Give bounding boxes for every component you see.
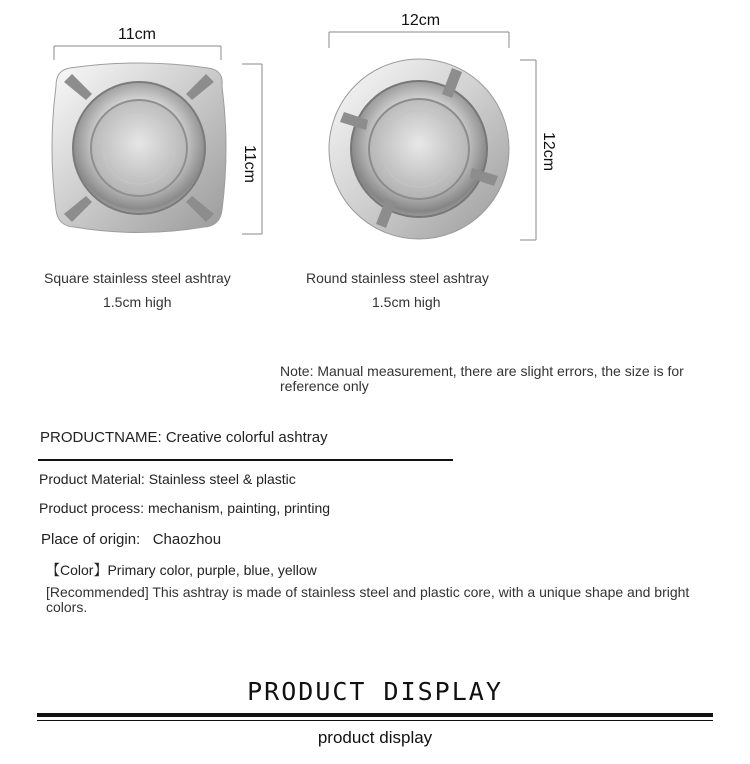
round-caption: Round stainless steel ashtray: [306, 270, 489, 286]
square-height-label: 11cm: [241, 145, 258, 183]
round-height-bracket: [516, 56, 540, 244]
product-colors: 【Color】Primary color, purple, blue, yellow: [46, 562, 317, 578]
specs-divider: [38, 459, 453, 461]
round-width-label: 12cm: [401, 12, 441, 29]
place-of-origin: Place of origin: Chaozhou: [41, 531, 222, 548]
round-ashtray-image: [326, 56, 512, 242]
round-width-bracket: [325, 28, 513, 50]
square-caption: Square stainless steel ashtray: [44, 270, 231, 286]
square-width-bracket: [50, 42, 225, 62]
product-display-title: PRODUCT DISPLAY: [247, 677, 503, 706]
product-name: PRODUCTNAME: Creative colorful ashtray: [40, 429, 328, 446]
product-process: Product process: mechanism, painting, printing: [39, 500, 331, 516]
product-material: Product Material: Stainless steel & plastic: [39, 471, 296, 487]
square-ashtray-image: [50, 60, 228, 235]
display-divider-thin: [37, 720, 713, 721]
measurement-note: Note: Manual measurement, there are slight errors, the size is for reference only: [280, 363, 684, 394]
round-height-text: 1.5cm high: [372, 294, 441, 310]
square-height-text: 1.5cm high: [103, 294, 172, 310]
product-recommendation: [Recommended] This ashtray is made of stainless steel and plastic core, with a unique shape and bright colors.: [46, 584, 690, 615]
round-height-label: 12cm: [540, 132, 557, 172]
product-display-subtitle: product display: [317, 728, 433, 747]
square-width-label: 11cm: [118, 26, 156, 43]
display-divider-thick: [37, 713, 713, 717]
